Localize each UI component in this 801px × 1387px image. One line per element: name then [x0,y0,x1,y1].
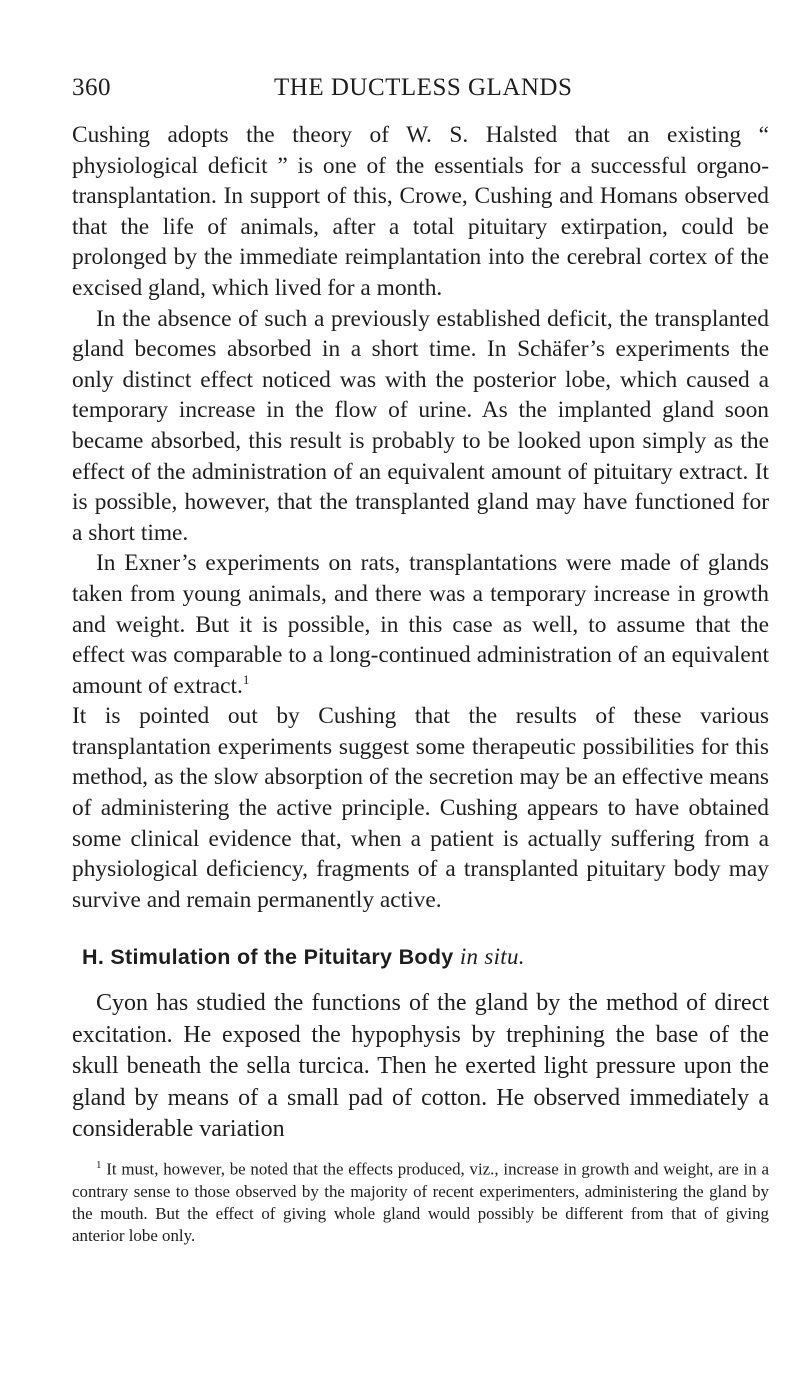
page-body [72,120,769,1248]
footnote-paragraph [72,1154,769,1248]
paragraph-2: In the absence of such a previously established deficit, the transplanted gland becomes absorbed in a short time. In Schäfer’s experiments the only distinct effect noticed was with the posterior lobe, which caused a temporary increase in the flow of urine. As the implanted gland soon became absorbed, this result is probably to be looked upon simply as the effect of the administration of an equivalent amount of pituitary extract. It is possible, however, that the transplanted gland may have functioned for a short time. [72,305,769,546]
paragraph-3-text: In Exner’s experiments on rats, transplantations were made of glands taken from young animals, and there was a temporary increase in growth and weight. But it is possible, in this case as well, to assume that the effect was comparable to a long-continued administration of an equivalent amount of extract. [72,550,769,699]
running-title: THE DUCTLESS GLANDS [274,74,573,101]
section-heading-italic: in situ. [459,944,525,970]
footnote-text: It must, however, be noted that the effects produced, viz., increase in growth and weight, are in a contrary sense to those observed by the majority of recent experimenters, administering the gland by the mouth. But the effect of giving whole gland would possibly be different from that of giving anterior lobe only. [72,1159,769,1246]
section-heading-text: H. Stimulation of the Pituitary Body [82,945,454,970]
paragraph-4: It is pointed out by Cushing that the results of these various transplantation experiments suggest some therapeutic possibilities for this method, as the slow absorption of the secretion may be an effective means of administering the active principle. Cushing appears to have obtained some clinical evidence that, when a patient is actually suffering from a physiological deficiency, fragments of a transplanted pituitary body may survive and remain permanently active. [72,703,769,913]
footnote-reference: 1 [242,671,250,687]
section-heading [72,942,769,973]
section-body [72,988,769,1146]
footnote-mark: 1 [96,1158,102,1171]
footnote [72,1154,769,1248]
section-paragraph-1: Cyon has studied the functions of the gland by the method of direct excitation. He exposed the hypophysis by trephining the base of the skull beneath the sella turcica. Then he exerted light pressure upon the gland by means of a small pad of cotton. He observed immediately a considerable variation [72,990,769,1143]
paragraph-1: Cushing adopts the theory of W. S. Halsted that an existing “ physiological deficit ” is one of the essentials for a successful organo-transplantation. In support of this, Crowe, Cushing and Homans observed that the life of animals, after a total pituitary extirpation, could be prolonged by the immediate reimplantation into the cerebral cortex of the excised gland, which lived for a month. [72,122,769,301]
running-head [72,74,607,110]
paragraph-3 [72,548,769,701]
page-number: 360 [72,74,111,101]
